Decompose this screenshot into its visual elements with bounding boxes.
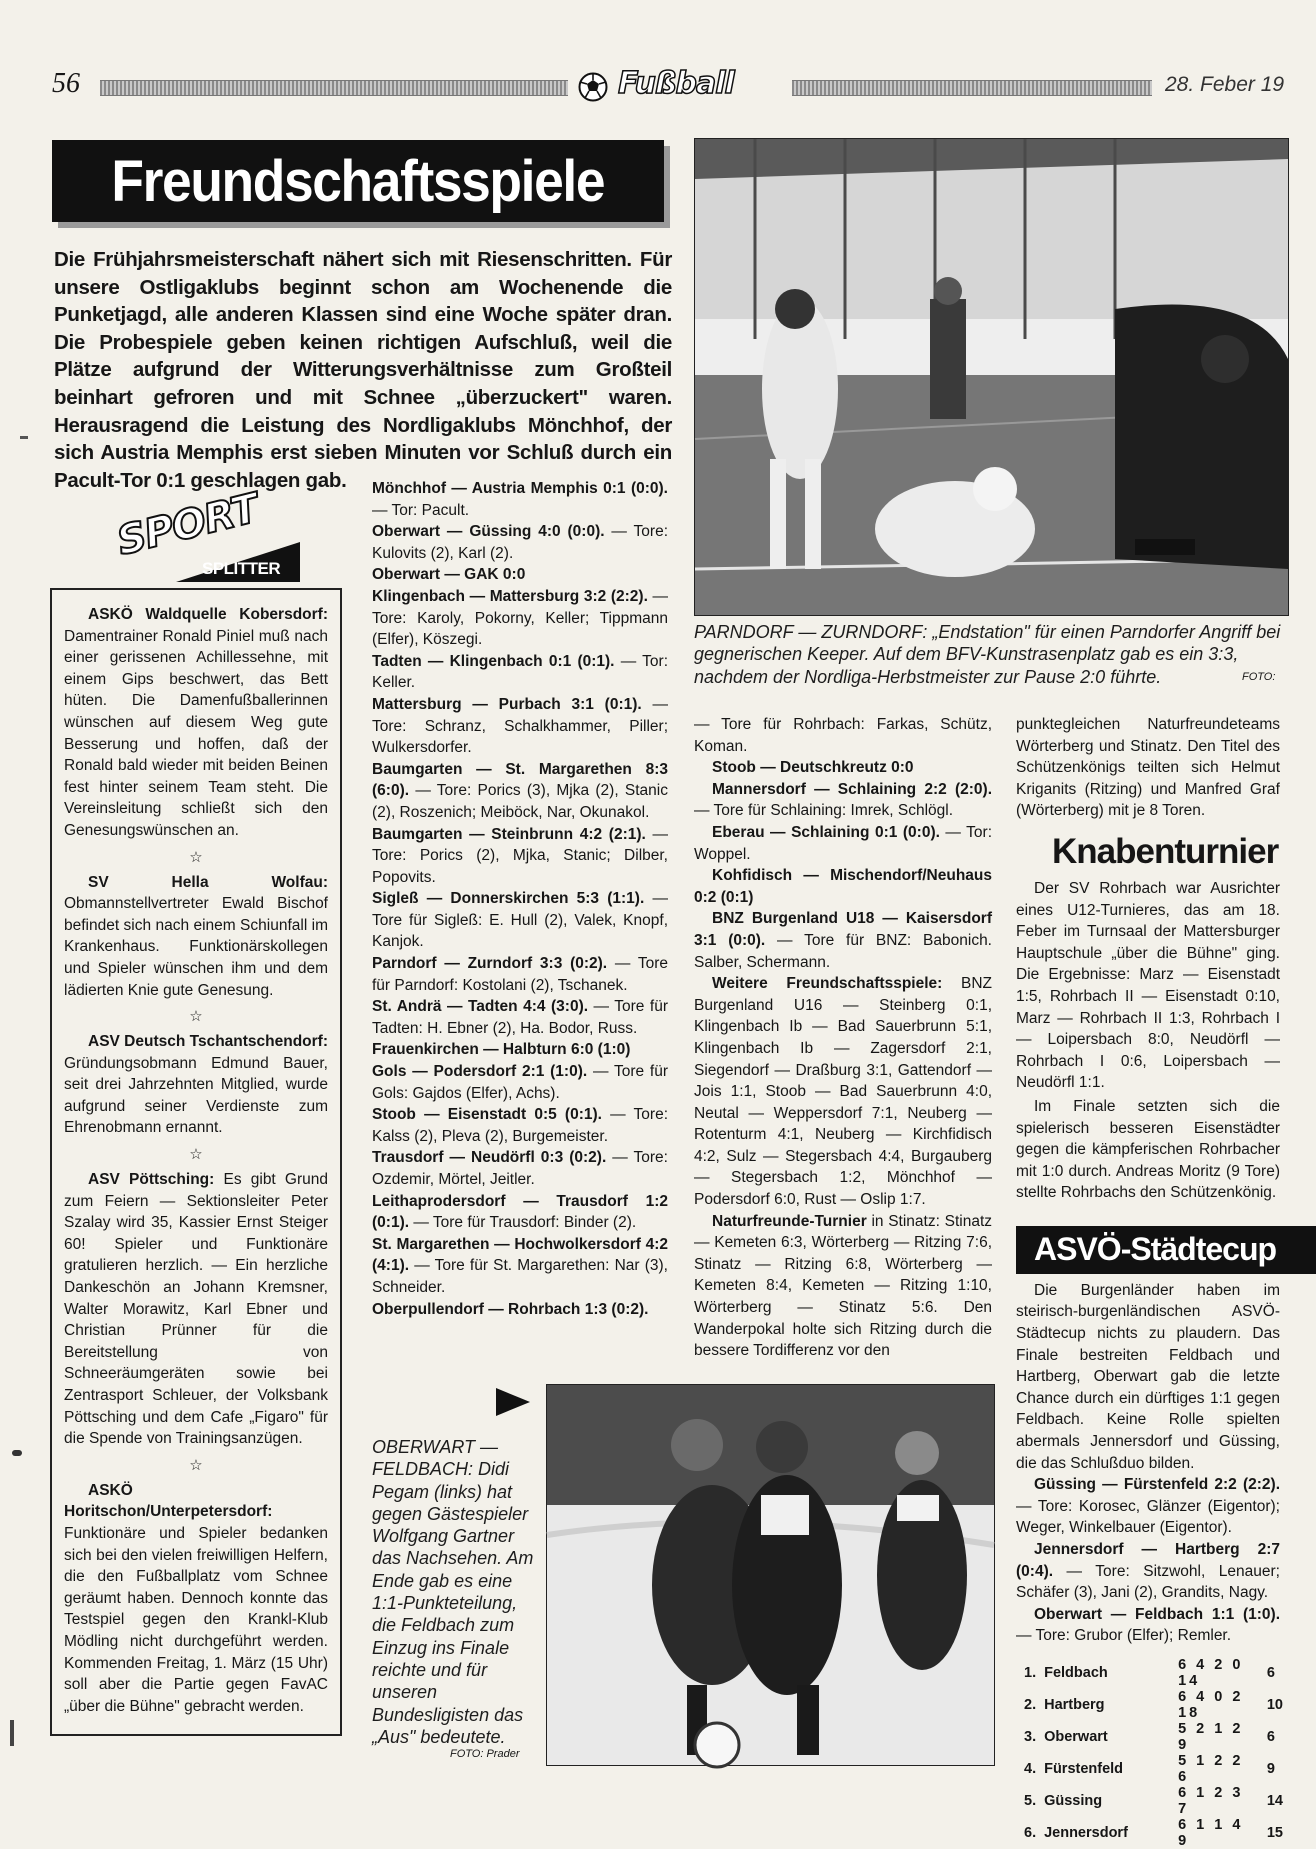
result-entry: BNZ Burgenland U18 — Kaisersdorf 3:1 (0:0). — Tore für BNZ: Babonich. Salber, Schermann. (694, 910, 992, 971)
table-row: 2. Hartberg 6 4 0 2 18 10 (1024, 1688, 1283, 1721)
header-rule-right (792, 80, 1152, 96)
asvo-title: ASVÖ-Städtecup (1034, 1231, 1277, 1268)
splitter-item-title: ASV Deutsch Tschantschendorf: (88, 1033, 329, 1051)
star-icon: ☆ (189, 848, 203, 866)
asvo-result: Güssing — Fürstenfeld 2:2 (2:2). — Tore: Korosec, Glänzer (Eigentor); Weger, Winkelbauer (Eigentor). (1016, 1476, 1280, 1537)
sport-splitter-box (50, 588, 342, 1736)
splitter-item-text: Funktionäre und Spieler bedanken sich bei den vielen freiwilligen Helfern, die den Fußballplatz vom Schnee geräumt haben. Dennoch konnte das Testspiel gegen den Krankl-Klub Mödling nicht durchgeführt werden. Kommenden Freitag, 1. März (15 Uhr) soll aber die Partie gegen FavAC „über die Bühne" gebracht werden. (64, 1524, 328, 1715)
result-entry: Oberwart — GAK 0:0 (372, 566, 526, 584)
result-entry: Baumgarten — St. Margarethen 8:3 (6:0). — Tore: Porics (3), Mjka (2), Stanic (2), Roszenich; Meiböck, Nar, Okunakol. (372, 760, 668, 821)
result-entry: Weitere Freundschaftsspiele: BNZ Burgenland U16 — Steinberg 0:1, Klingenbach Ib — Bad Sauerbrunn 5:1, Klingenbach Ib — Zagersdorf 2:1, Siegendorf — Draßburg 3:1, Gattendorf — Jois 1:1, Stoob — Bad Sauerbrunn 4:0, Neutal — Weppersdorf 7:1, Neuberg — Rotenturm 4:1, Neuberg — Kirchfidisch 4:2, Sulz — Stegersbach 4:4, Burgauberg — Stegersbach 1:2, Mönchhof — Podersdorf 6:0, Rust — Oslip 1:7. (694, 975, 993, 1209)
soccer-ball-icon (578, 72, 608, 102)
splitter-item-text: Damentrainer Ronald Piniel muß nach einer gerissenen Achillessehne, mit einem Gips beschwert, das Bett hüten. Die Damenfußballerinnen wünschen auf diesem Weg gute Besserung und hoffen, daß der Ronald bald wieder mit beiden Beinen fest hinter seinem Team steht. Die Vereinsleitung schließt sich den Genesungswünschen an. (64, 627, 328, 839)
photo-parndorf-zurndorf (694, 138, 1289, 616)
result-entry: Mönchhof — Austria Memphis 0:1 (0:0). — Tor: Pacult. (372, 480, 668, 519)
splitter-item (64, 1480, 328, 1718)
splitter-item-title: ASKÖ Waldquelle Kobersdorf: (88, 606, 328, 623)
result-entry: Leithaprodersdorf — Trausdorf 1:2 (0:1). — Tore für Trausdorf: Binder (2). (372, 1192, 668, 1232)
lead-paragraph: Die Frühjahrsmeisterschaft nähert sich mit Riesenschritten. Für unsere Ostligaklubs beginnt schon am Wochenende die Punketjagd, alle anderen Klassen sind eine Woche später dran. Die Probespiele geben keinen richtigen Aufschluß, weil die Plätze aufgrund der Witterungsverhältnisse zum Großteil beinhart gefroren und mit Schnee „überzuckert" waren. Herausragend die Leistung des Nordligaklubs Mönchhof, der sich Austria Memphis erst sieben Minuten vor Schluß durch ein Pacult-Tor 0:1 geschlagen gab. (54, 248, 672, 492)
header-rule-left (100, 80, 568, 96)
results-column-2 (694, 714, 992, 1362)
results-column-1 (372, 478, 668, 1320)
photo1-caption: PARNDORF — ZURNDORF: „Endstation" für einen Parndorfer Angriff bei gegnerischen Keeper. Auf dem BFV-Kunstrasenplatz gab es ein 3:3, nachdem der Nordliga-Herbstmeister zur Pause 2:0 führte. (694, 622, 1281, 687)
arrow-pointer-icon (496, 1388, 530, 1421)
table-row: 3. Oberwart 5 2 1 2 9 6 (1024, 1720, 1275, 1753)
photo2-caption: OBERWART — FELDBACH: Didi Pegam (links) hat gegen Gästespieler Wolfgang Gartner das Nachsehen. Am Ende gab es eine 1:1-Punkteteilung, die Feldbach zum Einzug ins Finale reichte und für unseren Bundesligisten das „Aus" bedeutete. (372, 1437, 534, 1747)
splitter-item-title: ASKÖ Horitschon/Unterpetersdorf: (64, 1481, 273, 1521)
result-entry: Stoob — Deutschkreutz 0:0 (712, 759, 914, 777)
photo-oberwart-feldbach (546, 1384, 995, 1766)
result-entry: Gols — Podersdorf 2:1 (1:0). — Tore für Gols: Gajdos (Elfer), Achs). (372, 1063, 668, 1102)
asvo-result: Oberwart — Feldbach 1:1 (1:0). — Tore: Grubor (Elfer); Remler. (1016, 1605, 1280, 1645)
splitter-item-text: Es gibt Grund zum Feiern — Sektionsleiter Peter Szalay wird 35, Kassier Ernst Steiger 60! Spieler und Funktionäre gratulieren herzlich. — Ein herzliche Dankeschön an Johann Kremsner, Walter Morawitz, Karl Ebner und Christian Prünner für die Bereitstellung von Schneeräumgeräten sowie bei Zentrasport Schleuer, der Volksbank Pöttsching und dem Cafe „Figaro" für die Spende von Trainingsanzügen. (64, 1171, 328, 1448)
star-icon: ☆ (189, 1146, 203, 1164)
asvo-result: Jennersdorf — Hartberg 2:7 (0:4). — Tore: Sitzwohl, Lenauer; Schäfer (3), Jani (2), Grandits, Nagy. (1016, 1541, 1280, 1602)
table-row: 6. Jennersdorf 6 1 1 4 9 15 (1024, 1816, 1283, 1849)
standings-table (1020, 1657, 1287, 1849)
photo1-credit: FOTO: (1242, 671, 1276, 683)
logo-splitter: SPLITTER (202, 559, 281, 578)
result-entry: Mattersburg — Purbach 3:1 (0:1). — Tore: Schranz, Schalkhammer, Piller; Wulkersdorfer. (372, 695, 668, 757)
table-row: 1. Feldbach 6 4 2 0 14 6 (1024, 1656, 1275, 1689)
knabenturnier-paragraph-1: Der SV Rohrbach war Ausrichter eines U12-Turnieres, das am 18. Feber im Turnsaal der Mattersburger Hauptschule „über die Bühne" ging. Die Ergebnisse: Marz — Eisenstadt 1:5, Rohrbach II — Eisenstadt 0:10, Marz — Rohrbach II 1:3, Rohrbach I — Loipersbach 8:0, Neudörfl — Rohrbach I 0:6, Loipersbach — Neudörfl 1:1. (1016, 879, 1280, 1092)
splitter-item-title: SV Hella Wolfau: (88, 873, 328, 891)
section-title: Fußball (618, 66, 734, 101)
result-entry: Eberau — Schlaining 0:1 (0:0). — Tor: Woppel. (694, 823, 993, 863)
column-3 (1016, 714, 1287, 1849)
splitter-item (64, 1031, 328, 1139)
knabenturnier-title: Knabenturnier (1052, 831, 1279, 871)
margin-mark (12, 1450, 22, 1456)
result-entry: Stoob — Eisenstadt 0:5 (0:1). — Tore: Kalss (2), Pleva (2), Burgemeister. (372, 1106, 668, 1145)
splitter-item (64, 1169, 328, 1450)
table-row: 5. Güssing 6 1 2 3 7 14 (1024, 1784, 1283, 1817)
header-date: 28. Feber 19 (1165, 73, 1285, 96)
knabenturnier-paragraph-2: Im Finale setzten sich die spielerisch besseren Eisenstädter gegen die kämpferischen Rohrbacher mit 1:0 durch. Andreas Moritz (9 Tore) stellte Rohrbachs den Schützenkönig. (1016, 1097, 1280, 1202)
splitter-item-title: ASV Pöttsching: (88, 1171, 215, 1189)
photo2-credit: FOTO: Prader (450, 1748, 520, 1760)
star-icon: ☆ (189, 1008, 203, 1026)
result-entry: Mannersdorf — Schlaining 2:2 (2:0). — Tore für Schlaining: Imrek, Schlögl. (694, 780, 992, 820)
result-entry: Klingenbach — Mattersburg 3:2 (2:2). — Tore: Karoly, Pokorny, Keller; Tippmann (Elfer), Köszegi. (372, 587, 669, 649)
headline: Freundschaftsspiele (111, 148, 605, 214)
asvo-paragraph: Die Burgenländer haben im steirisch-burgenländischen ASVÖ-Städtecup nichts zu plaudern. Das Finale bestreiten Feldbach und Hartberg, Oberwart gab die letzte Chance durch ein dürftiges 1:1 gegen Feldbach. Keine Rolle spielten abermals Jennersdorf und Güssing, die das Schlußduo bilden. (1016, 1281, 1280, 1472)
result-entry: Oberwart — Güssing 4:0 (0:0). — Tore: Kulovits (2), Karl (2). (372, 523, 668, 562)
result-entry: St. Margarethen — Hochwolkersdorf 4:2 (4:1). — Tore für St. Margarethen: Nar (3), Schneider. (372, 1235, 668, 1296)
result-entry: Frauenkirchen — Halbturn 6:0 (1:0) (372, 1041, 631, 1059)
sport-splitter-logo (112, 485, 300, 588)
logo-sport: SPORT (112, 485, 263, 565)
result-entry: Trausdorf — Neudörfl 0:3 (0:2). — Tore: Ozdemir, Mörtel, Jeitler. (372, 1149, 668, 1188)
splitter-item-text: Gründungsobmann Edmund Bauer, seit drei Jahrzehnten Mitglied, wurde aufgrund seiner Verdienste zum Ehrenobmann ernannt. (64, 1054, 328, 1137)
result-entry: Tadten — Klingenbach 0:1 (0:1). — Tor: Keller. (372, 652, 669, 692)
result-entry: Sigleß — Donnerskirchen 5:3 (1:1). — Tore für Sigleß: E. Hull (2), Valek, Knopf, Kanjok. (372, 890, 668, 951)
page-number: 56 (52, 68, 80, 99)
asvo-title-box (1016, 1226, 1316, 1274)
result-entry: Oberpullendorf — Rohrbach 1:3 (0:2). (372, 1300, 649, 1318)
result-entry: — Tore für Rohrbach: Farkas, Schütz, Koman. (694, 716, 992, 755)
result-entry: Naturfreunde-Turnier in Stinatz: Stinatz — Kemeten 6:3, Wörterberg — Ritzing 7:6, Stinatz — Ritzing 6:8, Wörterberg — Kemeten 8:4, Kemeten — Ritzing 1:10, Wörterberg — Stinatz 5:6. Den Wanderpokal holte sich Ritzing durch die bessere Tordifferenz vor den (694, 1212, 992, 1360)
splitter-item-text: Obmannstellvertreter Ewald Bischof befindet sich nach einem Schiunfall im Krankenhaus. Funktionärskollegen und Spieler wünschen ihm und dem lädierten Knie gute Genesung. (64, 895, 328, 999)
result-entry: Baumgarten — Steinbrunn 4:2 (2:1). — Tore: Porics (2), Mjka, Stanic; Dilber, Popovits. (372, 825, 668, 886)
result-entry: Kohfidisch — Mischendorf/Neuhaus 0:2 (0:1) (694, 867, 992, 906)
result-entry: Parndorf — Zurndorf 3:3 (0:2). — Tore für Parndorf: Kostolani (2), Tschanek. (372, 955, 668, 994)
margin-mark (10, 1720, 14, 1746)
splitter-item (64, 604, 328, 842)
headline-box (52, 140, 664, 222)
splitter-item (64, 872, 328, 1002)
star-icon: ☆ (189, 1456, 203, 1474)
naturfreunde-continuation: punktegleichen Naturfreundeteams Wörterberg und Stinatz. Den Titel des Schützenkönigs teilten sich Helmut Kriganits (Ritzing) und Manfred Graf (Wörterberg) mit je 8 Toren. (1016, 716, 1280, 820)
result-entry: St. Andrä — Tadten 4:4 (3:0). — Tore für Tadten: H. Ebner (2), Ha. Bodor, Russ. (372, 998, 668, 1037)
margin-mark (20, 436, 28, 439)
table-row: 4. Fürstenfeld 5 1 2 2 6 9 (1024, 1752, 1275, 1785)
